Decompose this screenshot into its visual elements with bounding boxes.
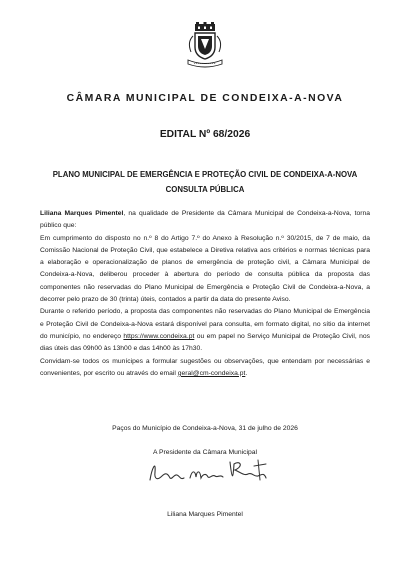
date-line: Paços do Município de Condeixa-a-Nova, 31 de julho de 2026: [112, 425, 298, 432]
intro-paragraph: [40, 208, 370, 233]
edital-number: EDITAL Nº 68/2026: [159, 129, 251, 140]
email-link[interactable]: geral@cm-condeixa.pt: [177, 369, 246, 377]
signature-label: A Presidente da Câmara Municipal: [153, 449, 257, 456]
presidente-name: Liliana Marques Pimentel: [40, 210, 124, 217]
document-title-line-2: CONSULTA PÚBLICA: [165, 185, 245, 194]
signatory-name: Liliana Marques Pimentel: [167, 511, 243, 518]
municipal-crest-icon: [180, 22, 230, 70]
organization-title: CÂMARA MUNICIPAL DE CONDEIXA-A-NOVA: [66, 93, 344, 104]
paragraph-3-text-a: Convidam-se todos os munícipes a formular sugestões ou observações, que entendam por necessárias e convenientes, por escrito ou através do email: [40, 357, 370, 377]
document-title: [34, 167, 376, 197]
paragraph-3: [40, 356, 370, 381]
paragraph-2: [40, 306, 370, 355]
paragraph-1: Em cumprimento do disposto no n.º 8 do Artigo 7.º do Anexo à Resolução n.º 30/2015, de 7 de maio, da Comissão Nacional de Proteção Civil, que estabelece a Diretiva relativa aos critérios e normas técnicas para a elaboração e operacionalização de planos de emergência de proteção civil, a Câmara Municipal de Condeixa-a-Nova, deliberou proceder à abertura do período de consulta pública da proposta das componentes não reservadas do Plano Municipal de Emergência e Proteção Civil de Condeixa-a-Nova, a decorrer pelo prazo de 30 (trinta) úteis, contados a partir da data do presente Aviso.: [40, 234, 370, 304]
paragraph-3-text-b: .: [245, 369, 248, 377]
paragraph-2-text-a: Durante o referido período, a proposta das componentes não reservadas do Plano Municipal de Emergência e Proteção Civil de Condeixa-a-Nova estará disponível para consulta, em formato digital, no sítio da internet do município, no endereço: [40, 308, 370, 340]
document-title-line-1: PLANO MUNICIPAL DE EMERGÊNCIA E PROTEÇÃO CIVIL DE CONDEIXA-A-NOVA: [52, 170, 358, 179]
handwritten-signature: [140, 450, 280, 490]
intro-text: , na qualidade de Presidente da Câmara Municipal de Condeixa-a-Nova, torna público que:: [40, 210, 370, 230]
website-link[interactable]: https://www.condeixa.pt: [123, 332, 195, 340]
paragraph-2-text-b: ou em papel no Serviço Municipal de Proteção Civil, nos dias úteis das 09h00 às 13h00 e das 14h00 às 17h30.: [40, 332, 370, 353]
document-body: [40, 208, 370, 380]
